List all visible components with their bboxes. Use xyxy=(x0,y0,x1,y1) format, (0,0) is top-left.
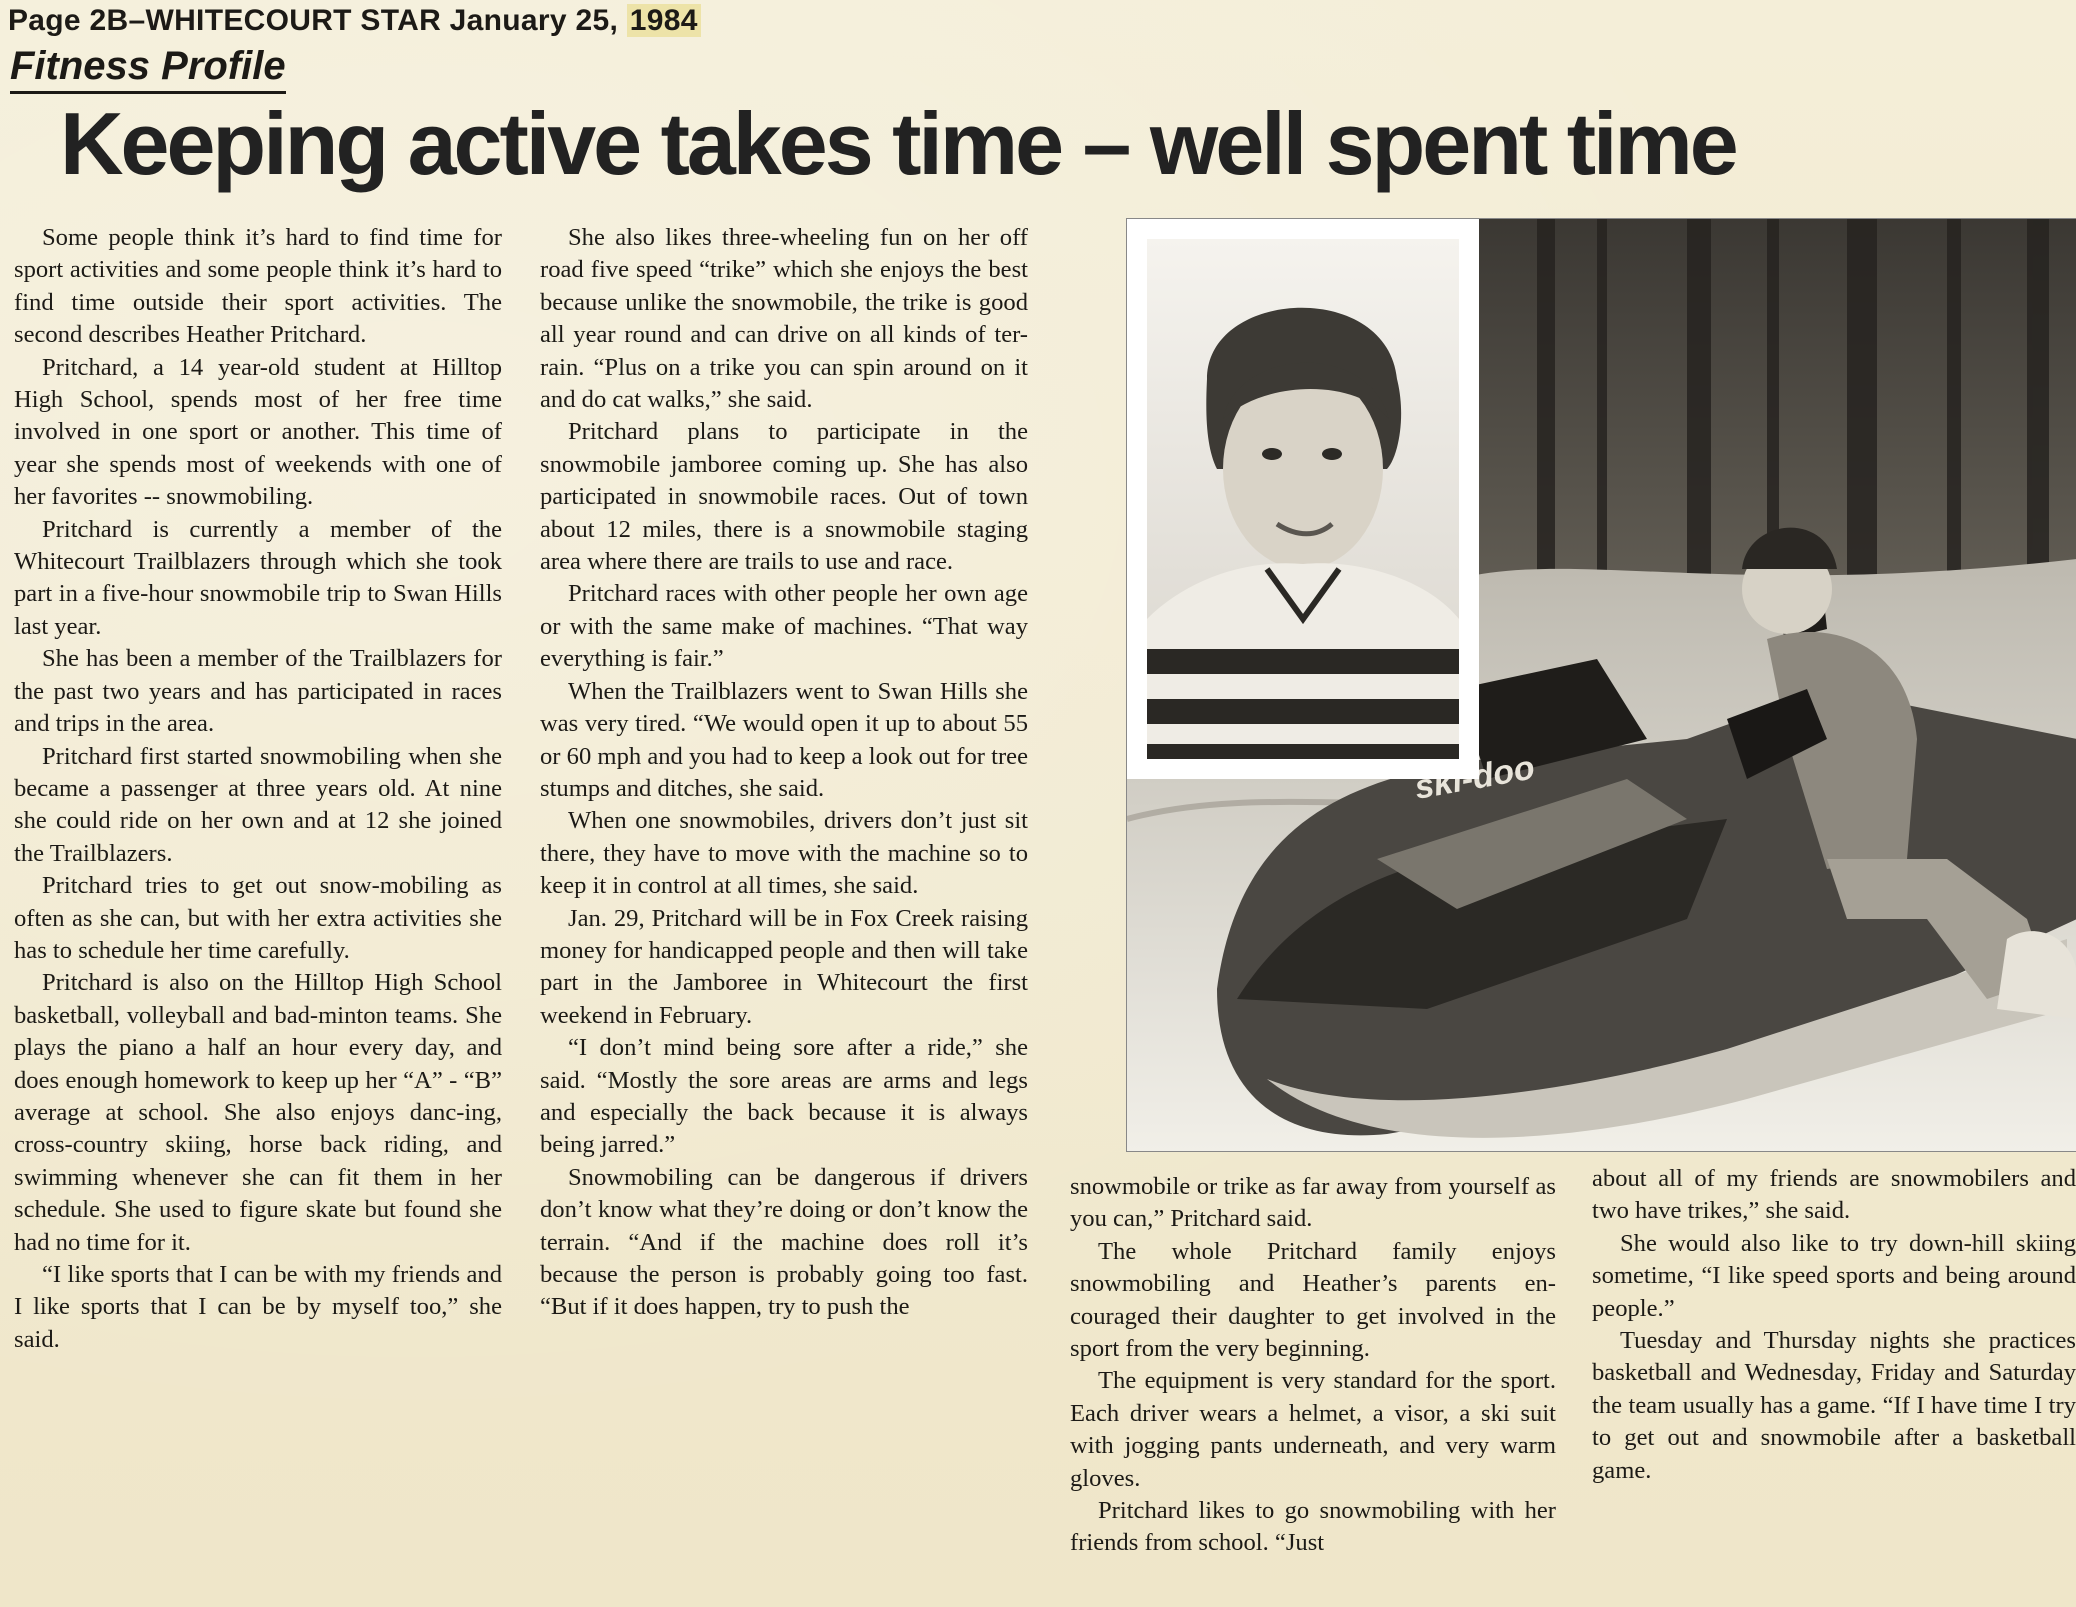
article-column-1 xyxy=(14,222,502,1356)
article-paragraph: Jan. 29, Pritchard will be in Fox Creek raising money for handicapped people and then will take part in the Jamboree in Whitecourt the first weekend in February. xyxy=(540,904,1028,1029)
portrait-photo xyxy=(1127,219,1479,779)
article-column-2 xyxy=(540,222,1028,1324)
folio-year: 1984 xyxy=(627,4,701,37)
article-paragraph: She also likes three-wheeling fun on her off road five speed “trike” which she enjoys the best because unlike the snowmobile, the trike is good all year round and can drive on all kinds of ter-rain. “Plus on a trike you can spin around on it and do cat walks,” she said. xyxy=(540,224,1028,414)
article-paragraph: about all of my friends are snowmobilers and two have trikes,” she said. xyxy=(1592,1165,2076,1225)
article-column-3 xyxy=(1070,1171,1556,1560)
article-paragraph: Pritchard is also on the Hilltop High School basketball, volleyball and bad-minton teams. She plays the piano a half an hour every day, and does enough homework to keep up her “A” - “B” average at school. She also enjoys danc-ing, cross-country skiing, horse back riding, and swimming whenever she can fit them in her schedule. She used to figure skate but found she had no time for it. xyxy=(14,969,502,1256)
article-paragraph: She has been a member of the Trailblazers for the past two years and has participated in races and trips in the area. xyxy=(14,645,502,738)
article-paragraph: The equipment is very standard for the sport. Each driver wears a helmet, a visor, a ski suit with jogging pants underneath, and very warm gloves. xyxy=(1070,1367,1556,1492)
article-paragraph: Snowmobiling can be dangerous if drivers don’t know what they’re doing or don’t know the terrain. “And if the machine does roll it’s because the person is probably going too fast. “But if it does happen, try to push the xyxy=(540,1163,1028,1321)
article-paragraph: Pritchard is currently a member of the Whitecourt Trailblazers through which she took part in a five-hour snowmobile trip to Swan Hills last year. xyxy=(14,515,502,640)
headline: Keeping active takes time – well spent time xyxy=(60,94,1736,193)
article-paragraph: When the Trailblazers went to Swan Hills she was very tired. “We would open it up to about 55 or 60 mph and you had to keep a look out for tree stumps and ditches, she said. xyxy=(540,677,1028,802)
article-paragraph: Tuesday and Thursday nights she practices basketball and Wednesday, Friday and Saturday the team usually has a game. “If I have time I try to get out and snowmobile after a basketball game. xyxy=(1592,1327,2076,1484)
article-paragraph: The whole Pritchard family enjoys snowmobiling and Heather’s parents en-couraged their daughter to get involved in the sport from the very beginning. xyxy=(1070,1237,1556,1363)
article-paragraph: “I don’t mind being sore after a ride,” she said. “Mostly the sore areas are arms and legs and especially the back because it is always being jarred.” xyxy=(540,1034,1028,1159)
photo-composite xyxy=(1127,219,2076,1151)
page-folio xyxy=(8,4,701,38)
article-paragraph: Pritchard races with other people her own age or with the same make of machines. “That way everything is fair.” xyxy=(540,580,1028,673)
article-paragraph: Pritchard, a 14 year-old student at Hilltop High School, spends most of her free time involved in one sport or another. This time of year she spends most of weekends with one of her favorites -- snowmobiling. xyxy=(14,353,502,511)
article-paragraph: She would also like to try down-hill skiing sometime, “I like speed sports and being around people.” xyxy=(1592,1229,2076,1322)
article-paragraph: snowmobile or trike as far away from yourself as you can,” Pritchard said. xyxy=(1070,1173,1556,1233)
folio-text: Page 2B–WHITECOURT STAR January 25, xyxy=(8,4,619,37)
article-paragraph: “I like sports that I can be with my friends and I like sports that I can be by myself too,” she said. xyxy=(14,1261,502,1353)
article-paragraph: When one snowmobiles, drivers don’t just sit there, they have to move with the machine so to keep it in control at all times, she said. xyxy=(540,807,1028,900)
article-paragraph: Pritchard tries to get out snow-mobiling as often as she can, but with her extra activities she has to schedule her time carefully. xyxy=(14,872,502,964)
section-label: Fitness Profile xyxy=(10,44,286,94)
article-paragraph: Pritchard first started snowmobiling when she became a passenger at three years old. At nine she could ride on her own and at 12 she joined the Trailblazers. xyxy=(14,742,502,867)
article-paragraph: Some people think it’s hard to find time for sport activities and some people think it’s hard to find time outside their sport activities. The second describes Heather Pritchard. xyxy=(14,224,502,349)
article-column-4 xyxy=(1592,1163,2076,1487)
article-photo xyxy=(1126,218,2076,1152)
article-paragraph: Pritchard likes to go snowmobiling with her friends from school. “Just xyxy=(1070,1497,1556,1557)
article-paragraph: Pritchard plans to participate in the snowmobile jamboree coming up. She has also participated in snowmobile races. Out of town about 12 miles, there is a snowmobile staging area where there are trails to use and race. xyxy=(540,418,1028,576)
